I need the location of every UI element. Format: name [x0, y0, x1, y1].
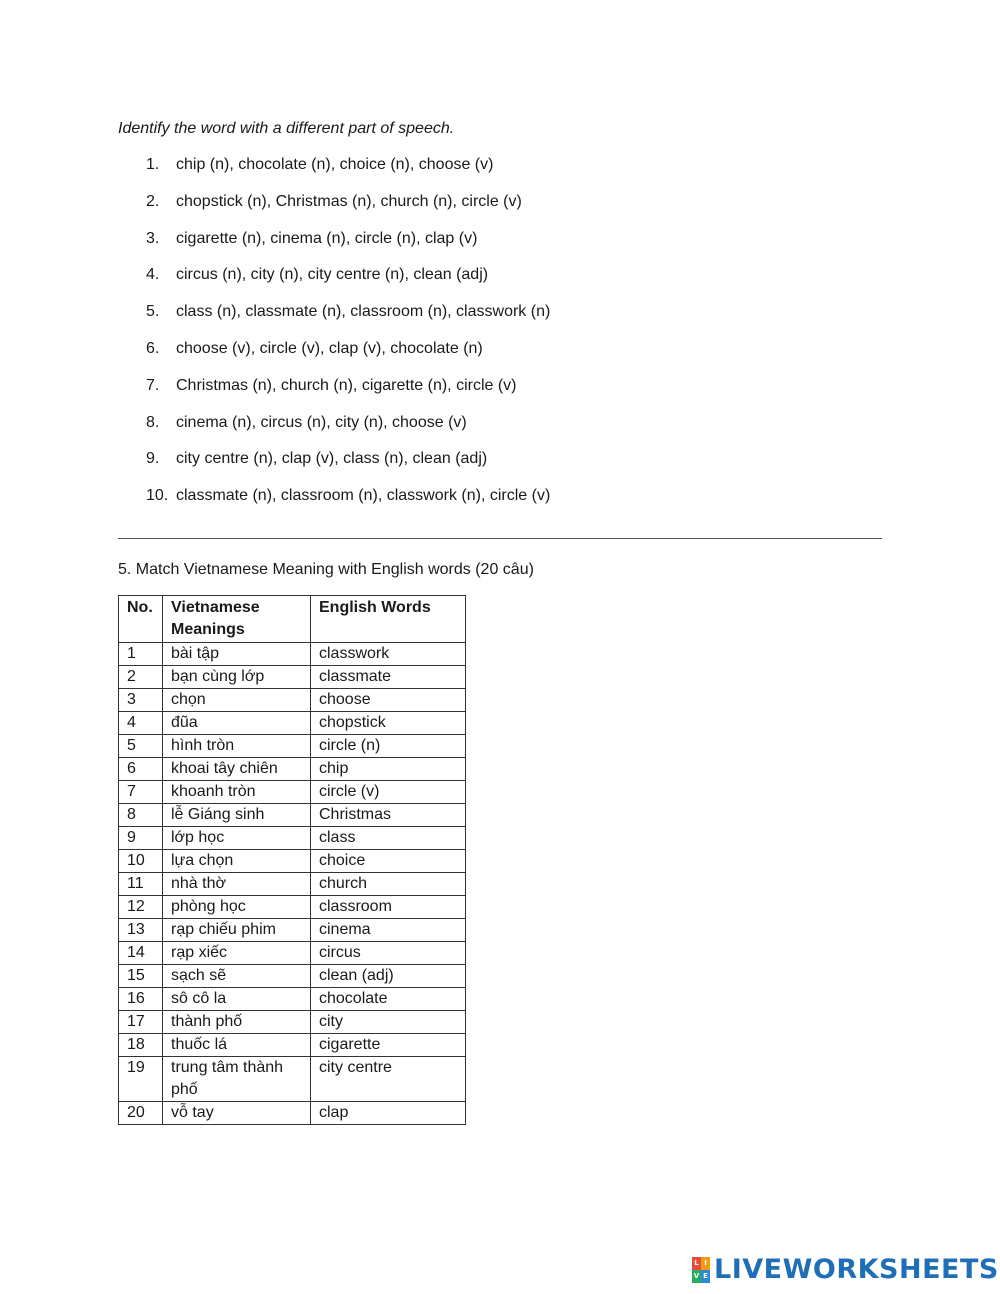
cell-vietnamese: thuốc lá — [163, 1034, 311, 1057]
table-row — [119, 758, 466, 781]
cell-vietnamese: rạp chiếu phim — [163, 919, 311, 942]
question-number: 5. — [146, 303, 160, 321]
table-row — [119, 643, 466, 666]
logo-badge-icon — [692, 1257, 710, 1283]
cell-vietnamese: phòng học — [163, 896, 311, 919]
cell-vietnamese: chọn — [163, 689, 311, 712]
cell-english: classwork — [311, 643, 466, 666]
question-text: circus (n), city (n), city centre (n), clean (adj) — [176, 266, 489, 284]
cell-vietnamese: lựa chọn — [163, 850, 311, 873]
question-number: 7. — [146, 376, 160, 394]
cell-number: 3 — [119, 689, 163, 712]
table-row — [119, 1057, 466, 1102]
question-number: 10. — [146, 487, 169, 505]
table-row — [119, 850, 466, 873]
cell-english: choice — [311, 850, 466, 873]
cell-number: 2 — [119, 666, 163, 689]
question-number: 4. — [146, 266, 160, 284]
cell-vietnamese: hình tròn — [163, 735, 311, 758]
question-item — [146, 448, 550, 485]
question-list — [146, 154, 550, 522]
table-row — [119, 988, 466, 1011]
cell-vietnamese: nhà thờ — [163, 873, 311, 896]
table-row — [119, 666, 466, 689]
question-text: cinema (n), circus (n), city (n), choose (v) — [176, 413, 467, 431]
cell-english: choose — [311, 689, 466, 712]
question-item — [146, 375, 550, 412]
table-row — [119, 804, 466, 827]
cell-english: cigarette — [311, 1034, 466, 1057]
question-item — [146, 228, 550, 265]
cell-vietnamese: khoai tây chiên — [163, 758, 311, 781]
cell-vietnamese: lớp học — [163, 827, 311, 850]
cell-number: 14 — [119, 942, 163, 965]
question-number: 3. — [146, 229, 160, 247]
logo-badge-letter: L — [692, 1257, 701, 1270]
cell-english: cinema — [311, 919, 466, 942]
cell-english: church — [311, 873, 466, 896]
cell-english: clap — [311, 1102, 466, 1125]
logo-badge-letter: V — [692, 1270, 701, 1283]
cell-number: 15 — [119, 965, 163, 988]
cell-vietnamese: bài tập — [163, 643, 311, 666]
question-text: class (n), classmate (n), classroom (n), classwork (n) — [176, 303, 551, 321]
cell-number: 13 — [119, 919, 163, 942]
question-item — [146, 301, 550, 338]
cell-vietnamese: vỗ tay — [163, 1102, 311, 1125]
table-row — [119, 942, 466, 965]
cell-english: city centre — [311, 1057, 466, 1102]
table-body — [119, 643, 466, 1125]
cell-number: 5 — [119, 735, 163, 758]
logo-badge-letter: I — [701, 1257, 710, 1270]
question-text: Christmas (n), church (n), cigarette (n), circle (v) — [176, 376, 517, 394]
table-row — [119, 965, 466, 988]
table-row — [119, 873, 466, 896]
question-text: chopstick (n), Christmas (n), church (n), circle (v) — [176, 192, 522, 210]
cell-vietnamese: bạn cùng lớp — [163, 666, 311, 689]
table-row — [119, 712, 466, 735]
table-row — [119, 1102, 466, 1125]
cell-english: Christmas — [311, 804, 466, 827]
question-item — [146, 485, 550, 522]
header-no: No. — [119, 596, 163, 643]
question-item — [146, 264, 550, 301]
exercise-instruction: Identify the word with a different part of speech. — [118, 120, 455, 137]
cell-number: 8 — [119, 804, 163, 827]
table-header-row — [119, 596, 466, 643]
table-row — [119, 919, 466, 942]
cell-number: 1 — [119, 643, 163, 666]
table-row — [119, 896, 466, 919]
cell-english: chip — [311, 758, 466, 781]
table-row — [119, 689, 466, 712]
liveworksheets-logo — [692, 1254, 999, 1285]
logo-text: LIVEWORKSHEETS — [714, 1254, 999, 1285]
section-divider — [118, 538, 882, 539]
cell-number: 12 — [119, 896, 163, 919]
question-text: chip (n), chocolate (n), choice (n), choose (v) — [176, 156, 494, 173]
question-number: 6. — [146, 339, 160, 357]
question-number: 1. — [146, 156, 160, 173]
cell-english: clean (adj) — [311, 965, 466, 988]
cell-english: class — [311, 827, 466, 850]
matching-table — [118, 595, 466, 1125]
cell-vietnamese: lễ Giáng sinh — [163, 804, 311, 827]
cell-english: classmate — [311, 666, 466, 689]
cell-vietnamese: đũa — [163, 712, 311, 735]
question-item — [146, 191, 550, 228]
question-item — [146, 338, 550, 375]
table-row — [119, 827, 466, 850]
cell-vietnamese: sô cô la — [163, 988, 311, 1011]
cell-number: 19 — [119, 1057, 163, 1102]
question-number: 2. — [146, 192, 160, 210]
cell-number: 18 — [119, 1034, 163, 1057]
question-item — [146, 154, 550, 191]
question-text: classmate (n), classroom (n), classwork (n), circle (v) — [176, 487, 551, 505]
cell-english: chocolate — [311, 988, 466, 1011]
question-item — [146, 412, 550, 449]
table-row — [119, 1011, 466, 1034]
cell-english: circle (v) — [311, 781, 466, 804]
section-title: 5. Match Vietnamese Meaning with English words (20 câu) — [118, 561, 534, 578]
cell-english: circus — [311, 942, 466, 965]
question-number: 8. — [146, 413, 160, 431]
question-text: city centre (n), clap (v), class (n), clean (adj) — [176, 450, 488, 468]
cell-english: circle (n) — [311, 735, 466, 758]
question-number: 9. — [146, 450, 160, 468]
cell-number: 7 — [119, 781, 163, 804]
cell-number: 4 — [119, 712, 163, 735]
table-row — [119, 735, 466, 758]
header-vietnamese-meanings: Vietnamese Meanings — [163, 596, 311, 643]
cell-vietnamese: rạp xiếc — [163, 942, 311, 965]
logo-badge-letter: E — [701, 1270, 710, 1283]
cell-vietnamese: khoanh tròn — [163, 781, 311, 804]
header-english-words: English Words — [311, 596, 466, 643]
cell-vietnamese: sạch sẽ — [163, 965, 311, 988]
cell-number: 11 — [119, 873, 163, 896]
cell-number: 9 — [119, 827, 163, 850]
question-text: choose (v), circle (v), clap (v), chocolate (n) — [176, 339, 483, 357]
cell-number: 6 — [119, 758, 163, 781]
cell-english: classroom — [311, 896, 466, 919]
cell-english: city — [311, 1011, 466, 1034]
cell-number: 10 — [119, 850, 163, 873]
cell-number: 16 — [119, 988, 163, 1011]
question-text: cigarette (n), cinema (n), circle (n), clap (v) — [176, 229, 478, 247]
cell-vietnamese: trung tâm thành phố — [163, 1057, 311, 1102]
cell-number: 20 — [119, 1102, 163, 1125]
cell-vietnamese: thành phố — [163, 1011, 311, 1034]
cell-number: 17 — [119, 1011, 163, 1034]
table-row — [119, 781, 466, 804]
cell-english: chopstick — [311, 712, 466, 735]
table-row — [119, 1034, 466, 1057]
